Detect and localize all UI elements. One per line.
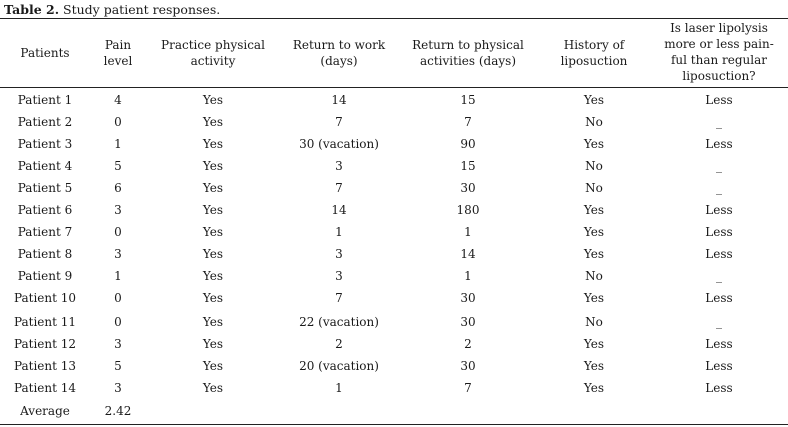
cell-phys: 1 (464, 225, 472, 239)
cell-history: Yes (583, 203, 605, 217)
cell-phys: 30 (460, 291, 476, 305)
cell-phys: 14 (460, 247, 476, 261)
cell-history: No (585, 269, 603, 283)
header-patients: Patients (20, 46, 70, 60)
cell-laser: Less (705, 247, 733, 261)
cell-phys: 7 (464, 115, 472, 129)
cell-practice: Yes (202, 93, 224, 107)
cell-work: 1 (335, 381, 343, 395)
bottom-rule (0, 424, 788, 425)
cell-history: Yes (583, 93, 605, 107)
cell-pain: 3 (114, 203, 122, 217)
cell-practice: Yes (202, 247, 224, 261)
cell-history: No (585, 115, 603, 129)
cell-laser: _ (716, 181, 722, 195)
cell-practice: Yes (202, 359, 224, 373)
cell-practice: Yes (202, 137, 224, 151)
cell-practice: Yes (202, 337, 224, 351)
header-history-liposuction: History of liposuction (560, 38, 628, 68)
cell-laser: _ (716, 159, 722, 173)
average-row (0, 400, 788, 422)
header-rule (0, 87, 788, 88)
cell-pain: 1 (114, 269, 122, 283)
header-laser-comparison: Is laser lipolysis more or less pain- ful than regular liposuction? (664, 21, 774, 83)
cell-work: 14 (331, 203, 347, 217)
table-row (0, 377, 788, 399)
cell-work: 7 (335, 181, 343, 195)
cell-work: 7 (335, 291, 343, 305)
cell-laser: _ (716, 315, 722, 329)
cell-practice: Yes (202, 181, 224, 195)
caption-label: Table 2. (4, 2, 60, 17)
header-practice-activity: Practice physical activity (161, 38, 265, 68)
cell-laser: Less (705, 203, 733, 217)
cell-work: 3 (335, 247, 343, 261)
cell-practice: Yes (202, 269, 224, 283)
table-row (0, 199, 788, 221)
cell-practice: Yes (202, 315, 224, 329)
cell-pain: 0 (114, 291, 122, 305)
cell-phys: 30 (460, 181, 476, 195)
table-row (0, 311, 788, 333)
cell-pain: 6 (114, 181, 122, 195)
table-row (0, 221, 788, 243)
cell-practice: Yes (202, 291, 224, 305)
cell-work: 2 (335, 337, 343, 351)
cell-pain: 1 (114, 137, 122, 151)
cell-patient: Patient 13 (13, 359, 77, 373)
table-row (0, 243, 788, 265)
cell-laser: _ (716, 269, 722, 283)
cell-history: Yes (583, 137, 605, 151)
cell-pain: 4 (114, 93, 122, 107)
header-return-to-physical: Return to physical activities (days) (412, 38, 524, 68)
cell-history: No (585, 181, 603, 195)
average-label: Average (20, 404, 70, 418)
cell-laser: _ (716, 115, 722, 129)
cell-laser: Less (705, 225, 733, 239)
cell-patient: Patient 7 (17, 225, 73, 239)
cell-patient: Patient 6 (17, 203, 73, 217)
cell-patient: Patient 4 (17, 159, 73, 173)
cell-phys: 2 (464, 337, 472, 351)
cell-practice: Yes (202, 381, 224, 395)
cell-laser: Less (705, 93, 733, 107)
cell-phys: 30 (460, 359, 476, 373)
cell-patient: Patient 1 (17, 93, 73, 107)
cell-patient: Patient 9 (17, 269, 73, 283)
cell-pain: 5 (114, 159, 122, 173)
cell-pain: 0 (114, 225, 122, 239)
caption-text: Study patient responses. (63, 2, 221, 17)
cell-patient: Patient 2 (17, 115, 73, 129)
table-row (0, 355, 788, 377)
cell-patient: Patient 3 (17, 137, 73, 151)
cell-patient: Patient 12 (13, 337, 77, 351)
cell-pain: 0 (114, 315, 122, 329)
cell-pain: 5 (114, 359, 122, 373)
table-row (0, 333, 788, 355)
cell-laser: Less (705, 337, 733, 351)
cell-work: 22 (vacation) (299, 315, 379, 329)
cell-history: Yes (583, 247, 605, 261)
table-row (0, 111, 788, 133)
table-row (0, 155, 788, 177)
cell-history: No (585, 315, 603, 329)
table-row (0, 177, 788, 199)
cell-patient: Patient 5 (17, 181, 73, 195)
cell-history: Yes (583, 381, 605, 395)
cell-practice: Yes (202, 225, 224, 239)
cell-phys: 1 (464, 269, 472, 283)
average-pain: 2.42 (104, 404, 132, 418)
cell-history: Yes (583, 359, 605, 373)
cell-work: 20 (vacation) (299, 359, 379, 373)
cell-practice: Yes (202, 203, 224, 217)
cell-patient: Patient 8 (17, 247, 73, 261)
cell-practice: Yes (202, 159, 224, 173)
cell-laser: Less (705, 291, 733, 305)
cell-phys: 15 (460, 159, 476, 173)
table-row (0, 133, 788, 155)
cell-phys: 15 (460, 93, 476, 107)
cell-pain: 0 (114, 115, 122, 129)
cell-work: 14 (331, 93, 347, 107)
cell-work: 30 (vacation) (299, 137, 379, 151)
cell-pain: 3 (114, 381, 122, 395)
cell-history: Yes (583, 337, 605, 351)
cell-work: 3 (335, 269, 343, 283)
cell-history: Yes (583, 225, 605, 239)
table-caption (4, 2, 220, 17)
cell-laser: Less (705, 359, 733, 373)
cell-phys: 180 (456, 203, 480, 217)
header-pain-level: Pain level (103, 38, 133, 68)
cell-history: Yes (583, 291, 605, 305)
cell-phys: 30 (460, 315, 476, 329)
table-row (0, 287, 788, 309)
cell-work: 1 (335, 225, 343, 239)
cell-practice: Yes (202, 115, 224, 129)
table-row (0, 265, 788, 287)
cell-work: 3 (335, 159, 343, 173)
cell-history: No (585, 159, 603, 173)
cell-laser: Less (705, 381, 733, 395)
cell-pain: 3 (114, 247, 122, 261)
cell-patient: Patient 10 (13, 291, 77, 305)
cell-patient: Patient 14 (13, 381, 77, 395)
top-rule (0, 18, 788, 19)
cell-pain: 3 (114, 337, 122, 351)
header-return-to-work: Return to work (days) (292, 38, 386, 68)
cell-phys: 7 (464, 381, 472, 395)
cell-work: 7 (335, 115, 343, 129)
cell-laser: Less (705, 137, 733, 151)
cell-patient: Patient 11 (13, 315, 77, 329)
cell-phys: 90 (460, 137, 476, 151)
table-row (0, 89, 788, 111)
